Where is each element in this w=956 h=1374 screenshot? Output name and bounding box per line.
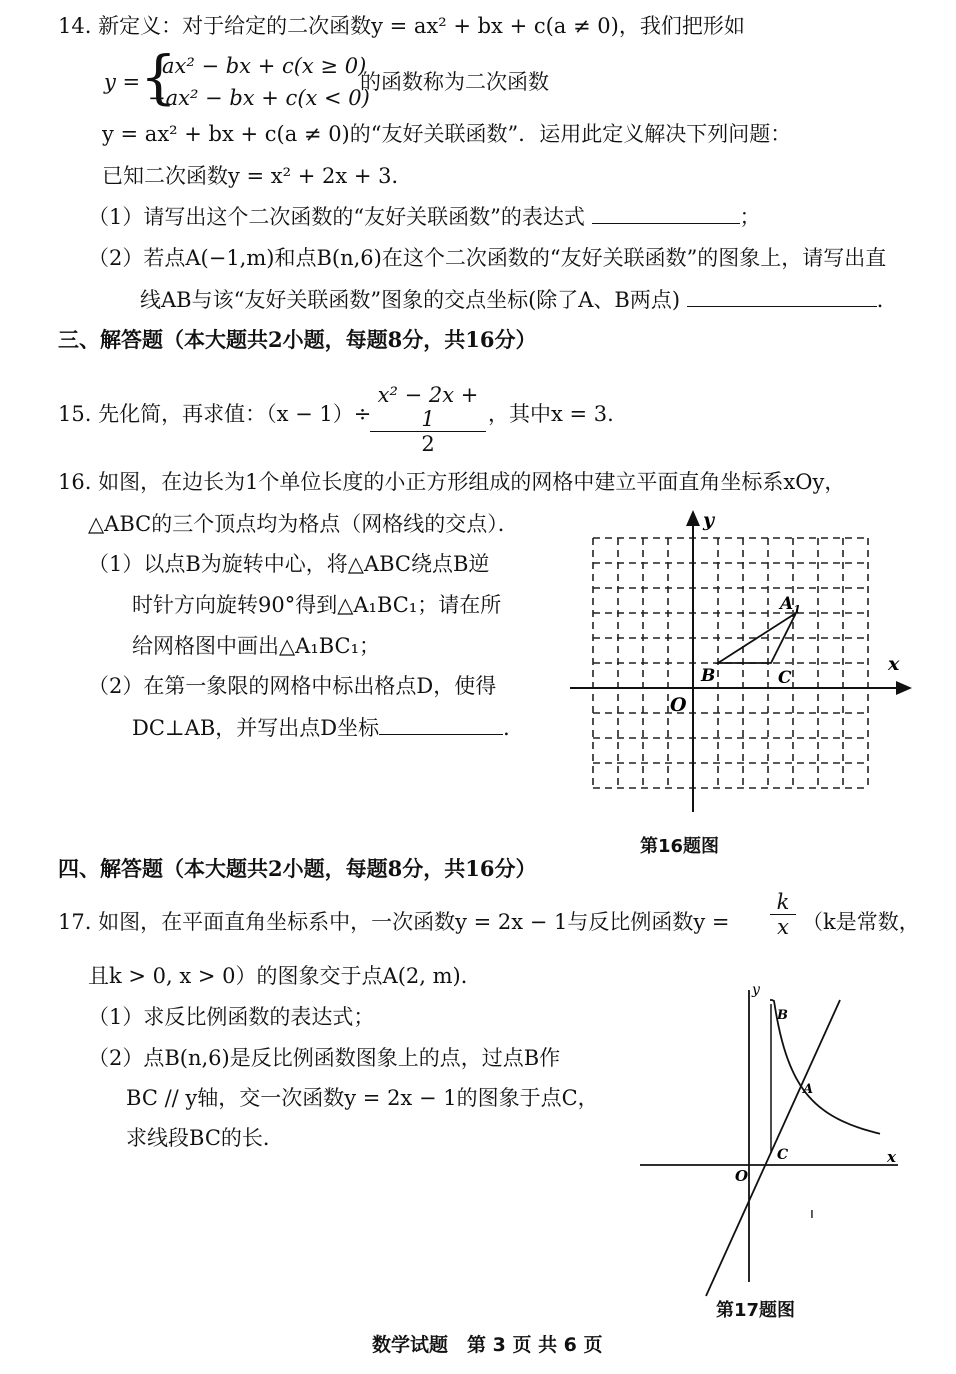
- q17-p2-l1: （2）点B(n,6)是反比例函数图象上的点，过点B作: [88, 1046, 561, 1070]
- q14-line3: y = ax² + bx + c(a ≠ 0)的“友好关联函数”．运用此定义解决下列问题：: [102, 122, 792, 146]
- q16-line1: 16. 如图，在边长为1个单位长度的小正方形组成的网格中建立平面直角坐标系xOy，: [58, 470, 846, 494]
- q16-label-o: O: [670, 694, 687, 716]
- q16-label-c: C: [778, 668, 792, 688]
- q17-label-y: y: [752, 982, 760, 998]
- q14-line1: 14. 新定义：对于给定的二次函数y = ax² + bx + c(a ≠ 0)，我们把形如: [58, 14, 745, 38]
- q16-p2-end: ．: [503, 716, 525, 740]
- q14-part2-end: ．: [876, 288, 898, 312]
- q16-label-y: y: [703, 509, 715, 531]
- q17-label-x: x: [887, 1148, 896, 1166]
- q15-numerator: x² − 2x + 1: [377, 383, 479, 431]
- q16-p1-l2: 时针方向旋转90°得到△A₁BC₁；请在所: [132, 593, 502, 617]
- section3-heading: 三、解答题（本大题共2小题，每题8分，共16分）: [58, 327, 537, 352]
- q17-p2-l3: 求线段BC的长．: [126, 1126, 284, 1150]
- q14-case1: ax² − bx + c(x ≥ 0): [162, 54, 367, 78]
- q16-p2-text: DC⊥AB，并写出点D坐标: [132, 716, 380, 740]
- q16-p1-l1: （1）以点B为旋转中心，将△ABC绕点B逆: [88, 552, 490, 576]
- q16-p1-l3: 给网格图中画出△A₁BC₁；: [132, 634, 381, 658]
- q17-frac-num: k: [776, 890, 790, 914]
- q16-caption: 第16题图: [640, 836, 720, 857]
- q17-p1: （1）求反比例函数的表达式；: [88, 1005, 375, 1029]
- q15-denominator: 2: [421, 432, 435, 456]
- page-footer: 数学试题 第 3 页 共 6 页: [372, 1334, 603, 1356]
- q14-part1-text: （1）请写出这个二次函数的“友好关联函数”的表达式: [88, 205, 585, 229]
- q16-p2-l1: （2）在第一象限的网格中标出格点D，使得: [88, 674, 497, 698]
- q14-part2-text: 线AB与该“友好关联函数”图象的交点坐标(除了A、B两点): [140, 288, 681, 312]
- q17-caption: 第17题图: [716, 1300, 796, 1321]
- q14-y-eq: y =: [104, 70, 141, 94]
- q14-case2: −ax² − bx + c(x < 0): [148, 86, 370, 110]
- q14-line2-tail: 的函数称为二次函数: [360, 70, 549, 94]
- q17-label-b: B: [777, 1008, 788, 1023]
- q16-label-b: B: [701, 666, 716, 686]
- q17-line1-tail: （k是常数，: [802, 910, 920, 934]
- q17-label-c: C: [777, 1147, 789, 1163]
- q15-prefix: 15. 先化简，再求值：（x − 1）÷: [58, 402, 372, 426]
- q14-line4: 已知二次函数y = x² + 2x + 3．: [102, 164, 413, 188]
- q17-label-o: O: [735, 1167, 749, 1185]
- q15-suffix: ，其中x = 3.: [488, 402, 614, 426]
- q14-brace: {: [140, 43, 177, 111]
- q16-label-a-sub: 1: [793, 603, 801, 616]
- q17-stray-mark: ı: [810, 1206, 814, 1222]
- q17-label-a: A: [803, 1082, 814, 1097]
- q17-line1: 17. 如图，在平面直角坐标系中，一次函数y = 2x − 1与反比例函数y =: [58, 910, 730, 934]
- q17-linear-line: [706, 1000, 840, 1296]
- q16-label-a-letter: A: [780, 594, 794, 614]
- q17-p2-l2: BC // y轴，交一次函数y = 2x − 1的图象于点C，: [126, 1086, 599, 1110]
- q17-frac-den: x: [777, 915, 789, 939]
- section4-heading: 四、解答题（本大题共2小题，每题8分，共16分）: [58, 856, 537, 881]
- q16-line2: △ABC的三个顶点均为格点（网格线的交点）．: [88, 512, 519, 536]
- q17-line2: 且k > 0, x > 0）的图象交于点A(2, m)．: [88, 964, 482, 988]
- q14-part1-end: ；: [739, 205, 761, 229]
- q16-label-x: x: [888, 653, 900, 675]
- q14-part2-line1: （2）若点A(−1,m)和点B(n,6)在这个二次函数的“友好关联函数”的图象上，请写出直: [88, 246, 887, 270]
